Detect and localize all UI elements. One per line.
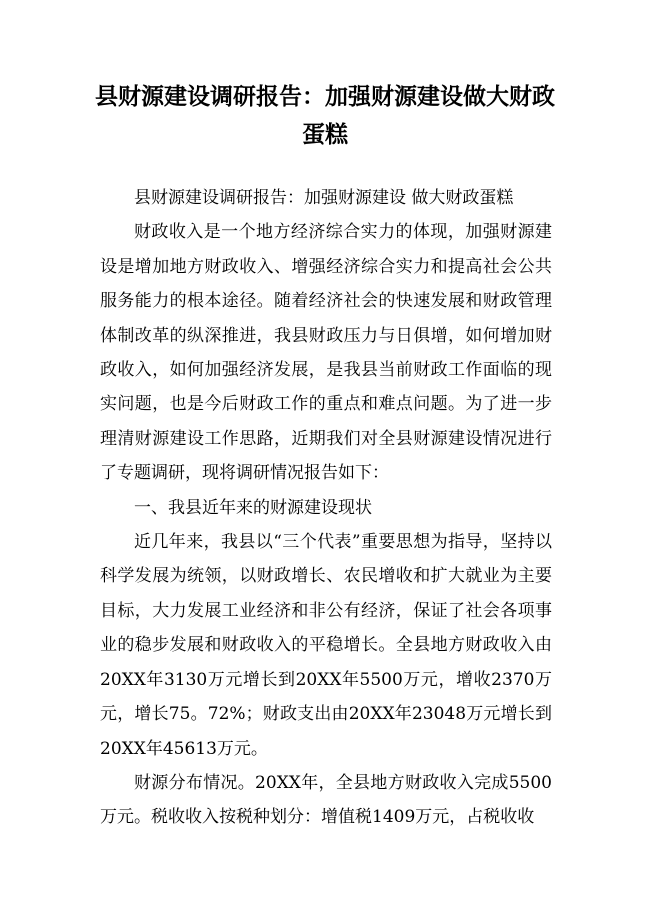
document-body [100, 181, 552, 835]
body-paragraph-intro: 财政收入是一个地方经济综合实力的体现，加强财源建设是增加地方财政收入、增强经济综合实力和提高社会公共服务能力的根本途径。随着经济社会的快速发展和财政管理体制改革的纵深推进，我县财政压力与日俱增，如何增加财政收入，如何加强经济发展，是我县当前财政工作面临的现实问题，也是今后财政工作的重点和难点问题。为了进一步理清财源建设工作思路，近期我们对全县财源建设情况进行了专题调研，现将调研情况报告如下： [100, 222, 552, 484]
section-heading: 一、我县近年来的财源建设现状 [134, 497, 372, 518]
body-paragraph-status: 近几年来，我县以“三个代表”重要思想为指导，坚持以科学发展为统领，以财政增长、农民增收和扩大就业为主要目标，大力发展工业经济和非公有经济，保证了社会各项事业的稳步发展和财政收入的平稳增长。全县地方财政收入由20XX年3130万元增长到20XX年5500万元，增收2370万元，增长75。72%；财政支出由20XX年23048万元增长到20XX年45613万元。 [100, 532, 552, 759]
body-paragraph-subtitle: 县财源建设调研报告：加强财源建设 做大财政蛋糕 [134, 188, 514, 208]
body-paragraph-distribution: 财源分布情况。20XX年，全县地方财政收入完成5500万元。税收收入按税种划分：增值税1409万元，占税收收 [100, 772, 552, 828]
document-title: 县财源建设调研报告：加强财源建设做大财政蛋糕 [95, 84, 555, 148]
